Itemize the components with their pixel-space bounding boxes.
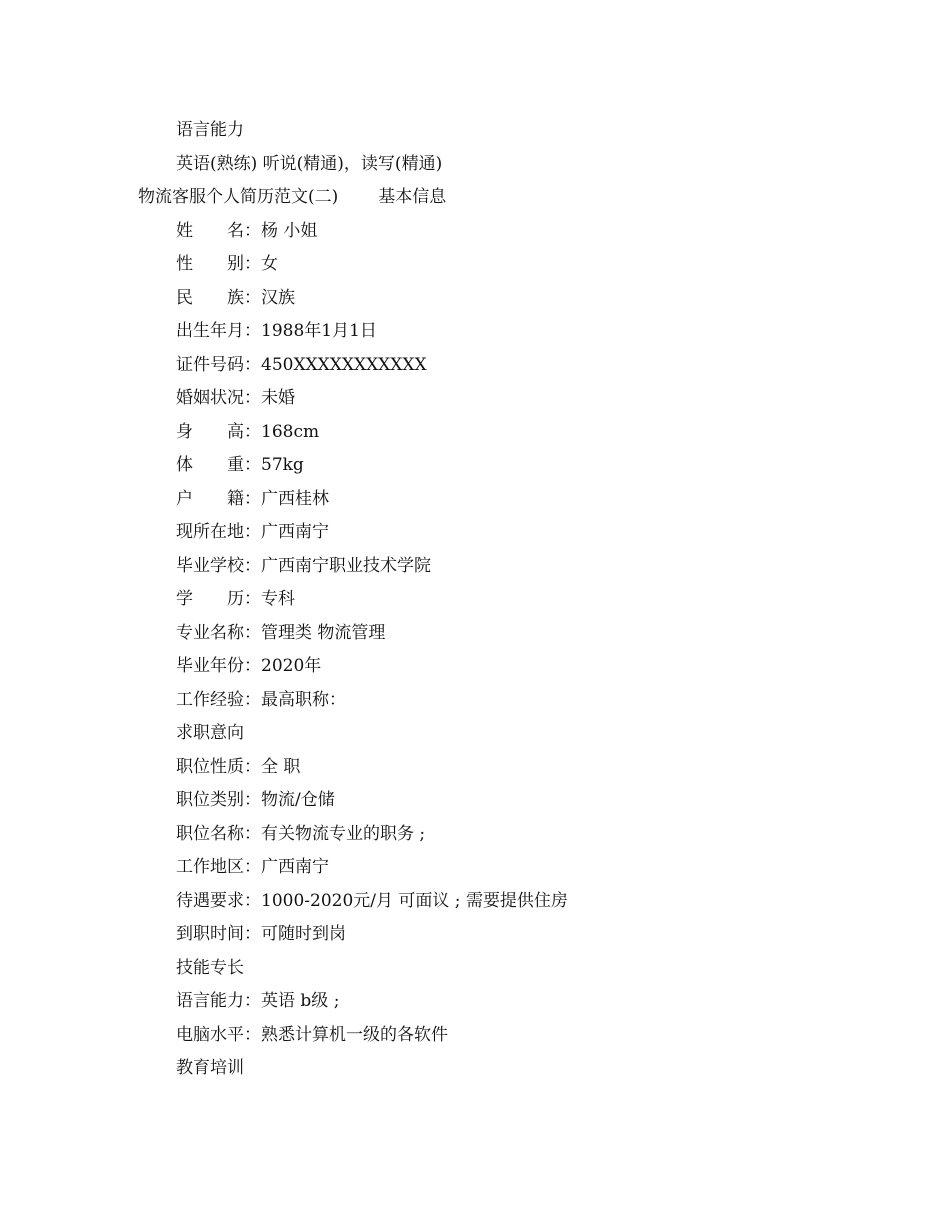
field-ethnicity: 民 族：汉族 [176, 288, 295, 308]
field-work-experience: 工作经验：最高职称： [176, 690, 346, 710]
field-gender: 性 别：女 [176, 254, 278, 274]
field-marital-status: 婚姻状况：未婚 [176, 388, 295, 408]
field-weight: 体 重：57kg [176, 455, 304, 475]
resume-title-line [138, 185, 446, 209]
field-name: 姓 名：杨 小姐 [176, 221, 318, 241]
field-work-region: 工作地区：广西南宁 [176, 857, 329, 877]
field-language-skill: 语言能力：英语 b级 ; [176, 991, 340, 1011]
field-start-time: 到职时间：可随时到岗 [176, 924, 346, 944]
section-heading-skills: 技能专长 [176, 958, 244, 978]
field-education: 学 历：专科 [176, 589, 295, 609]
resume-title: 物流客服个人简历范文(二) [138, 187, 339, 207]
field-job-title: 职位名称：有关物流专业的职务 ; [176, 824, 426, 844]
field-id-number: 证件号码：450XXXXXXXXXXX [176, 355, 427, 375]
field-graduation-year: 毕业年份：2020年 [176, 656, 322, 676]
section-heading-education-training: 教育培训 [176, 1058, 244, 1078]
section-heading-language: 语言能力 [176, 120, 244, 140]
section-heading-basic-info: 基本信息 [378, 187, 447, 207]
field-computer-skill: 电脑水平：熟悉计算机一级的各软件 [176, 1025, 448, 1045]
field-job-category: 职位类别：物流/仓储 [176, 790, 335, 810]
field-salary-requirement: 待遇要求：1000-2020元/月 可面议 ; 需要提供住房 [176, 891, 568, 911]
field-major: 专业名称：管理类 物流管理 [176, 623, 386, 643]
field-height: 身 高：168cm [176, 422, 320, 442]
field-birth-date: 出生年月：1988年1月1日 [176, 321, 377, 341]
field-job-type: 职位性质：全 职 [176, 757, 301, 777]
english-proficiency-line: 英语(熟练) 听说(精通)，读写(精通) [176, 154, 443, 174]
field-current-location: 现所在地：广西南宁 [176, 522, 329, 542]
field-school: 毕业学校：广西南宁职业技术学院 [176, 556, 431, 576]
section-heading-job-intention: 求职意向 [176, 723, 244, 743]
field-hometown: 户 籍：广西桂林 [176, 489, 329, 509]
